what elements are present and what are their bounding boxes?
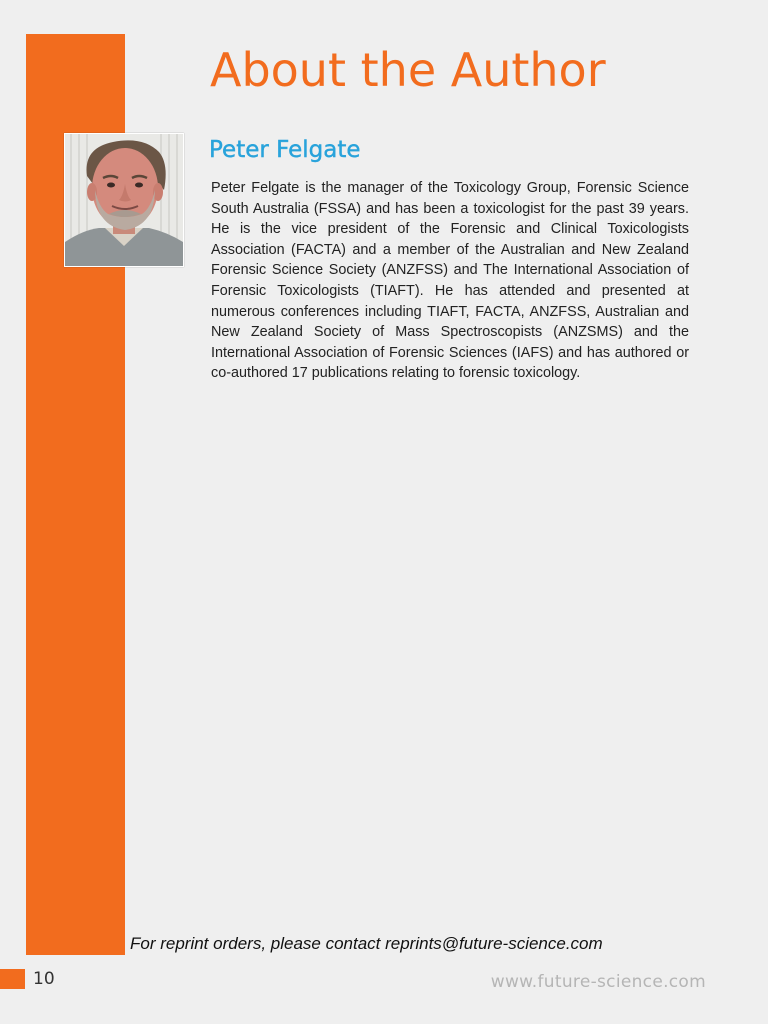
author-bio: Peter Felgate is the manager of the Toxicology Group, Forensic Science South Australia (FSSA) and has been a toxicologist for the past 39 years. He is the vice president of the Forensic and Clinical Toxicologists Association (FACTA) and a member of the Australian and New Zealand Forensic Science Society (ANZFSS) and The International Association of Forensic Toxicologists (TIAFT). He has attended and presented at numerous conferences including TIAFT, FACTA, ANZFSS, Australian and New Zealand Society of Mass Spectroscopists (ANZSMS) and the International Association of Forensic Sciences (IAFS) and has authored or co-authored 17 publications relating to forensic toxicology. <box>211 180 689 382</box>
author-photo <box>64 133 184 267</box>
page-title: About the Author <box>210 43 606 97</box>
page-number-tab <box>0 969 25 989</box>
author-portrait-image <box>65 134 183 266</box>
author-name: Peter Felgate <box>209 137 361 163</box>
website-url[interactable]: www.future-science.com <box>490 972 706 992</box>
page-number: 10 <box>33 969 55 989</box>
reprint-note: For reprint orders, please contact reprints@future-science.com <box>130 934 603 953</box>
